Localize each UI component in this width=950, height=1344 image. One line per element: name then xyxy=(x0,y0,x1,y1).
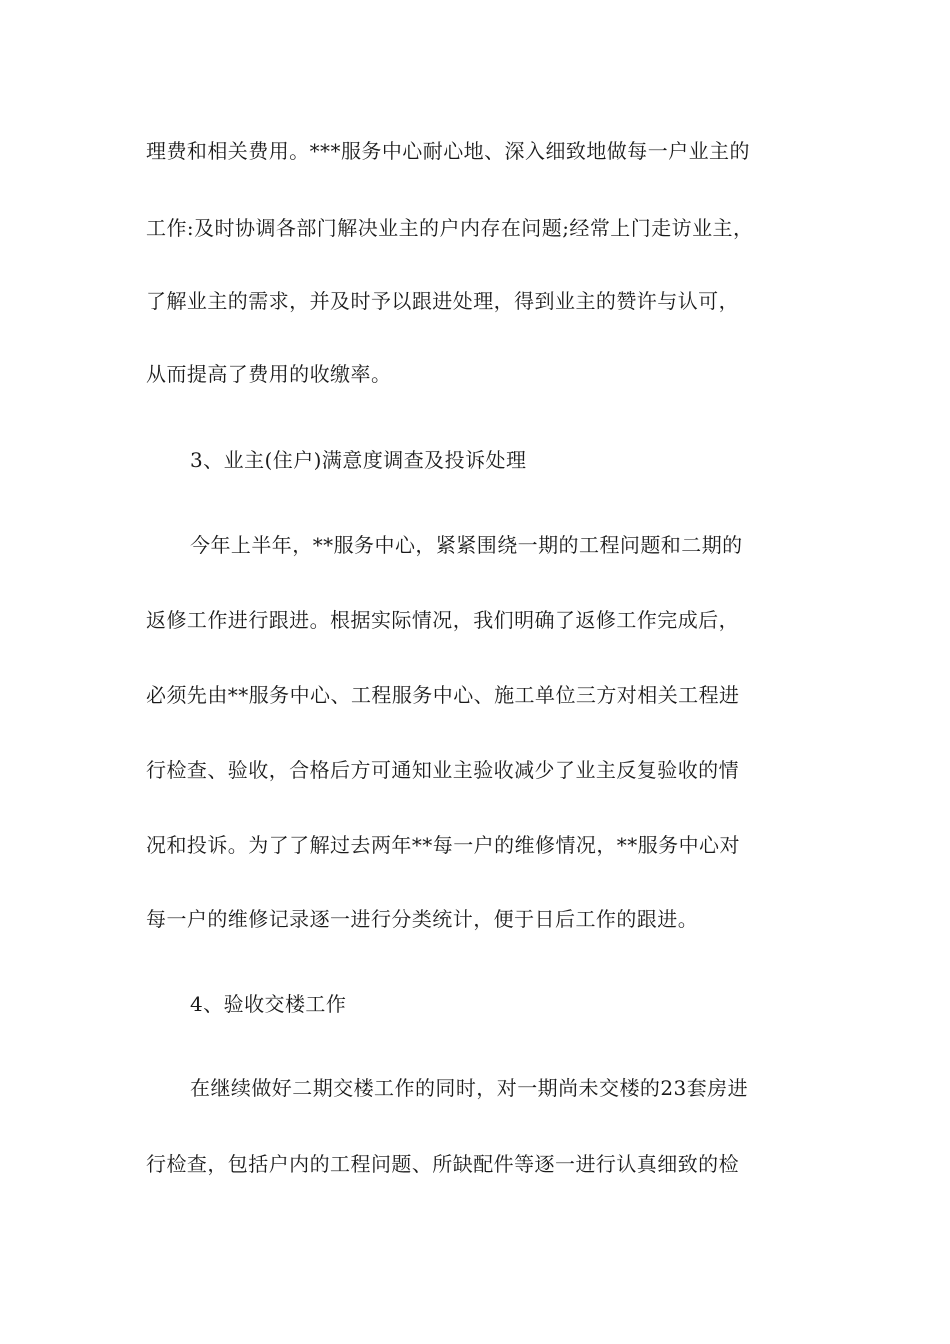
paragraph-line: 返修工作进行跟进。根据实际情况，我们明确了返修工作完成后， xyxy=(146,608,740,632)
paragraph-line: 在继续做好二期交楼工作的同时，对一期尚未交楼的23套房进 xyxy=(190,1076,749,1100)
paragraph-line: 了解业主的需求，并及时予以跟进处理，得到业主的赞许与认可， xyxy=(146,289,740,313)
paragraph-line: 行检查，包括户内的工程问题、所缺配件等逐一进行认真细致的检 xyxy=(146,1152,740,1176)
paragraph-line: 理费和相关费用。***服务中心耐心地、深入细致地做每一户业主的 xyxy=(146,139,750,163)
paragraph-line: 从而提高了费用的收缴率。 xyxy=(146,362,392,386)
section-heading: 3、业主(住户)满意度调查及投诉处理 xyxy=(190,448,527,472)
section-heading: 4、验收交楼工作 xyxy=(190,992,347,1016)
paragraph-line: 必须先由**服务中心、工程服务中心、施工单位三方对相关工程进 xyxy=(146,683,740,707)
paragraph-line: 行检查、验收，合格后方可通知业主验收减少了业主反复验收的情 xyxy=(146,758,740,782)
paragraph-line: 况和投诉。为了了解过去两年**每一户的维修情况，**服务中心对 xyxy=(146,833,740,857)
paragraph-line: 工作:及时协调各部门解决业主的户内存在问题;经常上门走访业主， xyxy=(146,216,754,240)
paragraph-line: 每一户的维修记录逐一进行分类统计，便于日后工作的跟进。 xyxy=(146,907,699,931)
paragraph-line: 今年上半年，**服务中心，紧紧围绕一期的工程问题和二期的 xyxy=(190,533,743,557)
